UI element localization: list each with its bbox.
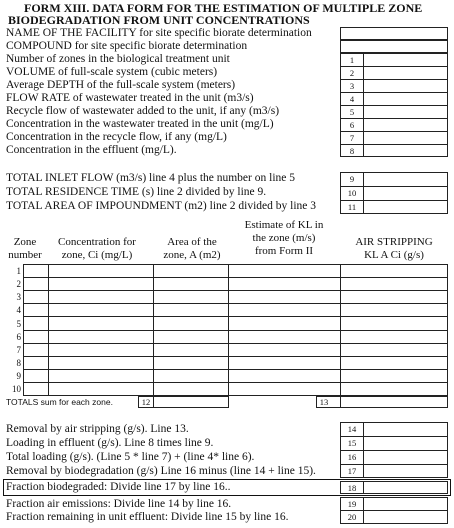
line-number: 12 [141, 397, 151, 407]
totals-area-sum[interactable] [153, 396, 229, 408]
fraction-air-label: Fraction air emissions: Divide line 14 by line 16. [6, 498, 232, 510]
zone-number: 9 [16, 371, 21, 381]
line-number: 20 [347, 512, 357, 522]
divider [340, 144, 448, 145]
line-number: 19 [347, 499, 357, 509]
line-number: 2 [349, 68, 355, 78]
totals-label: TOTALS sum for each zone. [6, 397, 113, 407]
facility-name-label: NAME OF THE FACILITY for site specific biorate determination [6, 27, 312, 39]
volume-label: VOLUME of full-scale system (cubic meters) [6, 66, 218, 78]
line-number: 14 [347, 424, 357, 434]
flow-rate-label: FLOW RATE of wastewater treated in the unit (m3/s) [6, 92, 254, 104]
grid-row-divider [23, 369, 448, 370]
fraction-remaining-label: Fraction remaining in unit effluent: Divide line 15 by line 16. [6, 511, 289, 523]
divider [340, 436, 448, 437]
total-area-label: TOTAL AREA OF IMPOUNDMENT (m2) line 2 divided by line 3 [6, 200, 316, 212]
zone-number: 4 [16, 305, 21, 315]
line-number: 4 [349, 94, 355, 104]
grid-row-divider [23, 303, 448, 304]
col-kl-header-3: from Form II [254, 245, 314, 257]
zone-number: 5 [16, 319, 21, 329]
col-area-header-1: Area of the [167, 236, 217, 248]
line-number: 11 [347, 202, 357, 212]
col-zone-header-1: Zone [13, 236, 37, 248]
loading-effluent-label: Loading in effluent (g/s). Line 8 times line 9. [6, 437, 214, 449]
col-zone-header-2: number [8, 249, 42, 261]
removal-air-label: Removal by air stripping (g/s). Line 13. [6, 423, 189, 435]
conc-wastewater-label: Concentration in the wastewater treated in the unit (mg/L) [6, 118, 274, 130]
line-number: 6 [349, 120, 355, 130]
fraction-biodegraded-label: Fraction biodegraded: Divide line 17 by line 16.. [6, 481, 231, 493]
grid-row-divider [23, 356, 448, 357]
form-title-line1: FORM XIII. DATA FORM FOR THE ESTIMATION OF MULTIPLE ZONE [24, 1, 423, 15]
conc-effluent-label: Concentration in the effluent (mg/L). [6, 144, 177, 156]
line-number: 5 [349, 107, 355, 117]
line-18-value-cell[interactable] [363, 481, 448, 494]
zone-number: 6 [16, 332, 21, 342]
line-number: 10 [347, 188, 357, 198]
zone-number: 8 [16, 358, 21, 368]
totals-air-sum[interactable] [340, 396, 448, 408]
divider [340, 79, 448, 80]
conc-recycle-label: Concentration in the recycle flow, if any (mg/L) [6, 131, 227, 143]
line-number: 7 [349, 133, 355, 143]
col-kl-header-2: the zone (m/s) [252, 232, 316, 244]
line-number: 13 [319, 397, 329, 407]
line-number: 16 [347, 452, 357, 462]
col-air-header-2: KL A Ci (g/s) [364, 249, 424, 261]
divider [340, 186, 448, 187]
line-number: 9 [349, 174, 355, 184]
divider [340, 105, 448, 106]
total-loading-label: Total loading (g/s). (Line 5 * line 7) + (line 4* line 6). [6, 451, 255, 463]
col-conc-header-1: Concentration for [58, 236, 136, 248]
grid-row-divider [23, 277, 448, 278]
facility-name-field[interactable] [340, 27, 448, 40]
zones-count-label: Number of zones in the biological treatment unit [6, 53, 230, 65]
zone-number: 3 [16, 292, 21, 302]
col-area-header-2: zone, A (m2) [163, 249, 221, 261]
divider [340, 66, 448, 67]
grid-row-divider [23, 290, 448, 291]
divider [340, 131, 448, 132]
total-residence-time-label: TOTAL RESIDENCE TIME (s) line 2 divided by line 9. [6, 186, 267, 198]
grid-row-divider [23, 330, 448, 331]
line-number: 3 [349, 81, 355, 91]
divider [340, 464, 448, 465]
divider [340, 510, 448, 511]
zone-number: 1 [16, 266, 21, 276]
compound-field[interactable] [340, 40, 448, 53]
recycle-flow-label: Recycle flow of wastewater added to the unit, if any (m3/s) [6, 105, 280, 117]
divider [340, 450, 448, 451]
line-number: 17 [347, 466, 357, 476]
compound-label: COMPOUND for site specific biorate determination [6, 40, 248, 52]
depth-label: Average DEPTH of the full-scale system (meters) [6, 79, 236, 91]
zone-number: 10 [12, 384, 21, 394]
divider [340, 92, 448, 93]
grid-row-divider [23, 316, 448, 317]
line-number: 15 [347, 438, 357, 448]
zone-number: 7 [16, 345, 21, 355]
divider [340, 200, 448, 201]
col-air-header-1: AIR STRIPPING [355, 236, 433, 248]
zone-number: 2 [16, 279, 21, 289]
line-number: 18 [347, 483, 357, 493]
total-inlet-flow-label: TOTAL INLET FLOW (m3/s) line 4 plus the number on line 5 [6, 172, 295, 184]
removal-bio-label: Removal by biodegradation (g/s) Line 16 minus (line 14 + line 15). [6, 465, 316, 477]
grid-row-divider [23, 343, 448, 344]
mid-value-column [363, 172, 448, 214]
col-kl-header-1: Estimate of KL in [244, 219, 324, 231]
grid-row-divider [23, 382, 448, 383]
line-number: 1 [349, 55, 355, 65]
col-conc-header-2: zone, Ci (mg/L) [61, 249, 133, 261]
line-number: 8 [349, 146, 355, 156]
form-title-line2: BIODEGRADATION FROM UNIT CONCENTRATIONS [8, 13, 310, 27]
divider [340, 118, 448, 119]
